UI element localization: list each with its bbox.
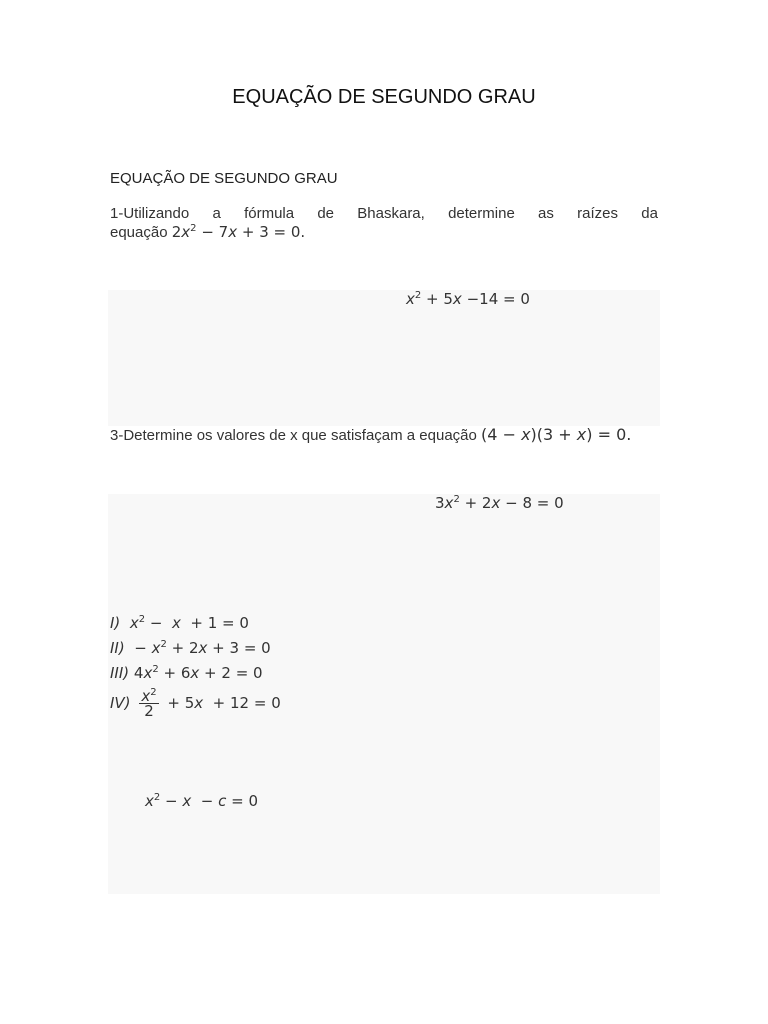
coef: 3 bbox=[259, 223, 269, 241]
option-2: $II) - x^2 + 2x + 3 = 0$ bbox=[110, 639, 271, 657]
punct: . bbox=[300, 223, 306, 241]
page-title: EQUAÇÃO DE SEGUNDO GRAU bbox=[232, 86, 536, 108]
question-3 bbox=[110, 425, 631, 444]
coef: 3 bbox=[229, 639, 240, 657]
q1-word: as bbox=[538, 205, 554, 222]
coef: 6 bbox=[180, 664, 191, 682]
denominator: 2 bbox=[144, 702, 154, 720]
coef: 3 bbox=[435, 494, 445, 512]
coef: 5 bbox=[443, 290, 453, 308]
q1-word: determine bbox=[448, 205, 515, 222]
question-1-lead bbox=[110, 204, 189, 223]
coef: 4 bbox=[487, 425, 498, 444]
option-label: I) bbox=[110, 614, 121, 632]
question-3-text: -Determine os valores de x que satisfaçam a equação bbox=[118, 427, 477, 444]
question-1-equation: $2x^2 - 7x + 3 = 0$. bbox=[171, 223, 306, 241]
coef: 5 bbox=[184, 694, 195, 712]
option-3: III) $4x^2 + 6x + 2 = 0$ bbox=[110, 664, 263, 682]
question-1 bbox=[110, 204, 658, 242]
question-1-line-1 bbox=[110, 204, 658, 223]
coef: 8 bbox=[522, 494, 533, 512]
coef: 2 bbox=[188, 639, 199, 657]
q1-word: da bbox=[641, 205, 658, 222]
q1-word: Bhaskara, bbox=[357, 205, 425, 222]
punct: . bbox=[626, 425, 632, 444]
question-3-number: 3 bbox=[110, 427, 119, 444]
question-3-equation: (4 − x)(3 + x) = 0. bbox=[481, 425, 632, 444]
q1-prefix: equação bbox=[110, 224, 168, 241]
coef: 12 bbox=[230, 694, 250, 712]
fraction: $\frac{x^2}{2}$ bbox=[141, 687, 157, 720]
last-equation: $x^2 - x - c = 0$ bbox=[145, 792, 259, 810]
question-1-number: 1 bbox=[110, 205, 119, 222]
q1-word: a bbox=[212, 205, 221, 222]
coef: 2 bbox=[481, 494, 492, 512]
coef: 14 bbox=[479, 290, 499, 308]
option-label: III) bbox=[110, 664, 130, 682]
section-heading: EQUAÇÃO DE SEGUNDO GRAU bbox=[110, 170, 338, 187]
option-1: I) $x^2 - x + 1 = 0$ bbox=[110, 614, 249, 632]
coef: 1 bbox=[207, 614, 218, 632]
coef: 4 bbox=[133, 664, 144, 682]
option-label: II) bbox=[110, 639, 125, 657]
variable: c bbox=[218, 792, 227, 810]
q1-word: de bbox=[317, 205, 335, 222]
option-4: IV) $\frac{x^2}{2}$ + 5x + 12 = 0 bbox=[110, 687, 281, 720]
shaded-box-1 bbox=[108, 290, 660, 426]
coef: 3 bbox=[543, 425, 554, 444]
question-1-line-2 bbox=[110, 223, 658, 242]
coef: 2 bbox=[171, 223, 182, 241]
box2-equation: $3x^2 + 2x - 8 = 0$ bbox=[435, 494, 564, 512]
coef: 2 bbox=[221, 664, 231, 682]
coef: 7 bbox=[218, 223, 229, 241]
q1-word: raízes bbox=[577, 205, 618, 222]
option-label: IV) bbox=[110, 694, 131, 712]
q1-word: fórmula bbox=[244, 205, 295, 222]
q1-word: -Utilizando bbox=[118, 205, 190, 222]
box1-equation: $x^2 + 5x -14 = 0$ bbox=[406, 290, 530, 308]
